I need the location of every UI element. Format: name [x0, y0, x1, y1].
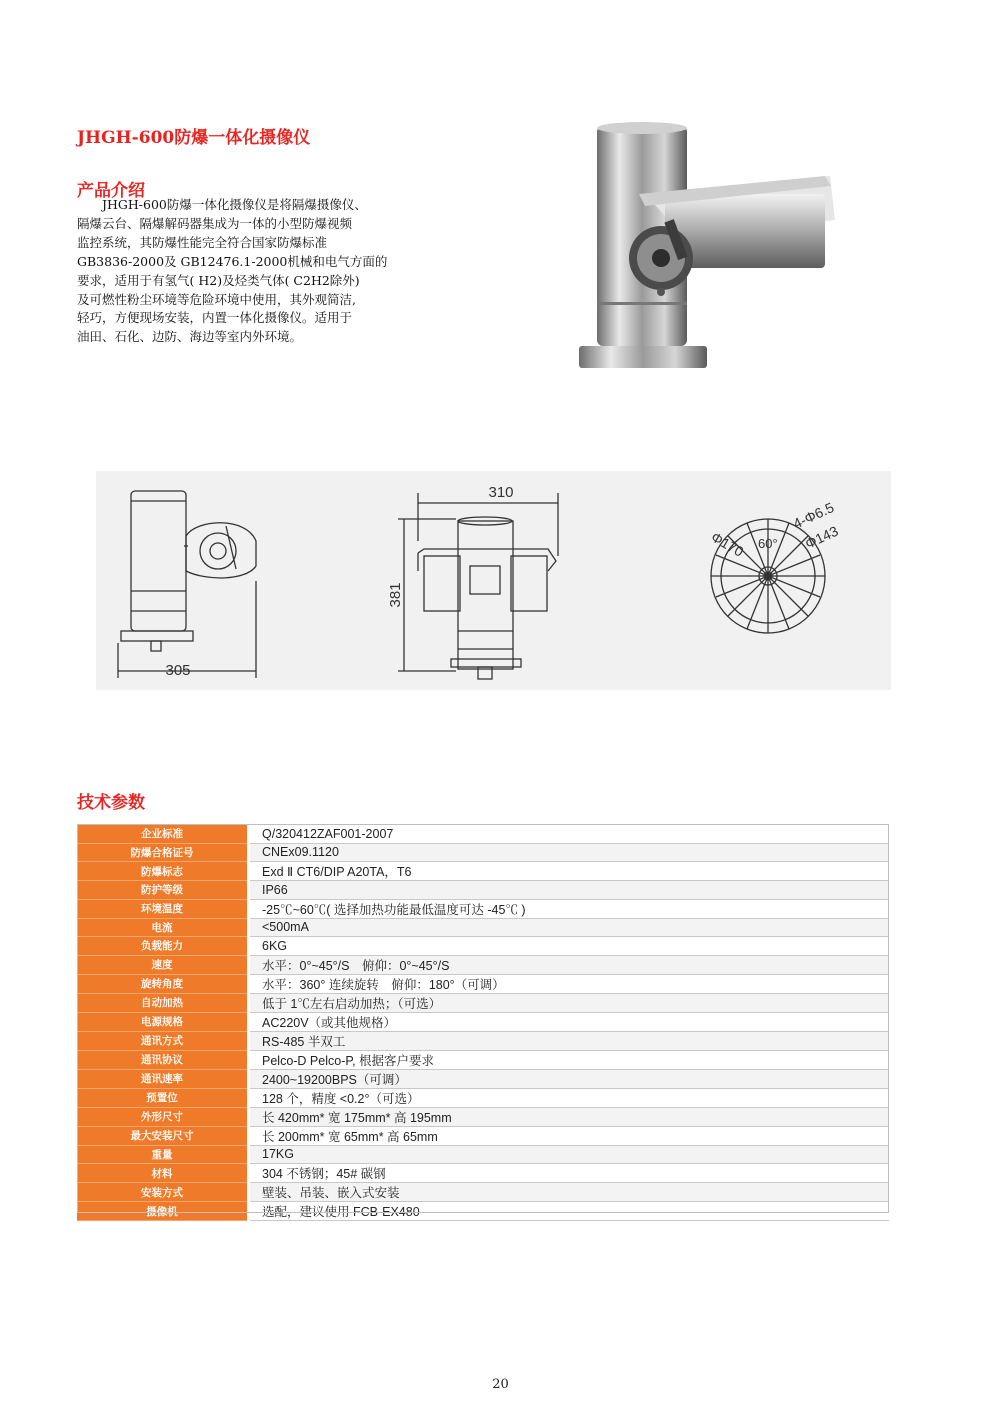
spec-value: 壁装、吊装、嵌入式安装 [249, 1183, 890, 1202]
spec-row [77, 1088, 889, 1107]
product-photo [575, 120, 835, 375]
intro-line: GB3836-2000及 GB12476.1-2000机械和电气方面的 [77, 253, 388, 269]
dim-170-label: Φ170 [708, 528, 747, 560]
spec-row [77, 1126, 889, 1145]
spec-value: Exd Ⅱ CT6/DIP A20TA，T6 [249, 862, 890, 881]
spec-label: 防爆标志 [77, 862, 249, 881]
spec-value: Q/320412ZAF001-2007 [249, 825, 890, 843]
spec-value: 304 不锈钢；45# 碳钢 [249, 1164, 890, 1183]
intro-line: 隔爆云台、隔爆解码器集成为一体的小型防爆视频 [77, 215, 353, 231]
spec-label: 通讯协议 [77, 1050, 249, 1069]
spec-row [77, 1202, 889, 1221]
dim-310-label: 310 [488, 484, 514, 501]
dimension-drawing [96, 471, 891, 690]
spec-label: 最大安装尺寸 [77, 1126, 249, 1145]
spec-label: 防爆合格证号 [77, 843, 249, 862]
spec-value: AC220V（或其他规格） [249, 1012, 890, 1031]
spec-label: 预置位 [77, 1088, 249, 1107]
spec-label: 速度 [77, 955, 249, 974]
specs-table [77, 825, 889, 1221]
spec-row [77, 1183, 889, 1202]
intro-line: 及可燃性粉尘环境等危险环境中使用，其外观简洁, [77, 291, 356, 307]
spec-label: 企业标准 [77, 825, 249, 843]
spec-label: 自动加热 [77, 993, 249, 1012]
dim-65-label: 4-Φ6.5 [790, 499, 837, 532]
dim-143-label: Φ143 [802, 522, 841, 552]
spec-label: 通讯方式 [77, 1031, 249, 1050]
spec-row [77, 1031, 889, 1050]
spec-row [77, 955, 889, 974]
spec-label: 外形尺寸 [77, 1107, 249, 1126]
spec-label: 防护等级 [77, 881, 249, 900]
spec-value: 128 个，精度 <0.2°（可选） [249, 1088, 890, 1107]
spec-value: 低于 1℃左右启动加热；（可选） [249, 993, 890, 1012]
spec-row [77, 1050, 889, 1069]
specs-heading: 技术参数 [77, 793, 145, 813]
spec-value: 水平：360° 连续旋转 俯仰：180°（可调） [249, 974, 890, 993]
spec-value: 水平：0°~45°/S 俯仰：0°~45°/S [249, 955, 890, 974]
spec-value: RS-485 半双工 [249, 1031, 890, 1050]
spec-value: IP66 [249, 881, 890, 900]
spec-label: 旋转角度 [77, 974, 249, 993]
spec-value: 长 420mm* 宽 175mm* 高 195mm [249, 1107, 890, 1126]
spec-label: 摄像机 [77, 1202, 249, 1221]
spec-row [77, 1164, 889, 1183]
spec-row [77, 1145, 889, 1164]
spec-value: CNEx09.1120 [249, 843, 890, 862]
spec-label: 环境温度 [77, 899, 249, 918]
base-plate-view [709, 499, 841, 633]
spec-label: 负载能力 [77, 937, 249, 956]
spec-row [77, 1107, 889, 1126]
spec-value: 2400~19200BPS（可调） [249, 1069, 890, 1088]
side-view [118, 491, 256, 679]
spec-value: 17KG [249, 1145, 890, 1164]
spec-row [77, 881, 889, 900]
spec-row [77, 918, 889, 937]
spec-row [77, 1069, 889, 1088]
intro-line: JHGH-600防爆一体化摄像仪是将隔爆摄像仪、 [77, 197, 367, 212]
spec-row [77, 862, 889, 881]
intro-line: 监控系统，其防爆性能完全符合国家防爆标准 [77, 234, 328, 250]
spec-label: 电流 [77, 918, 249, 937]
dim-60-label: 60° [758, 536, 778, 551]
intro-line: 轻巧，方便现场安装，内置一体化摄像仪。适用于 [77, 310, 353, 326]
spec-row [77, 899, 889, 918]
spec-label: 电源规格 [77, 1012, 249, 1031]
page-number: 20 [492, 1377, 509, 1392]
spec-label: 重量 [77, 1145, 249, 1164]
spec-value: -25℃~60℃( 选择加热功能最低温度可达 -45℃ ) [249, 899, 890, 918]
front-view [387, 484, 558, 679]
spec-row [77, 993, 889, 1012]
spec-row [77, 825, 889, 843]
dim-381-label: 381 [387, 582, 404, 608]
intro-text [77, 196, 422, 347]
intro-heading: 产品介绍 [77, 181, 145, 201]
product-title: JHGH-600防爆一体化摄像仪 [77, 128, 311, 148]
spec-row [77, 974, 889, 993]
spec-value: <500mA [249, 918, 890, 937]
spec-row [77, 937, 889, 956]
spec-value: 长 200mm* 宽 65mm* 高 65mm [249, 1126, 890, 1145]
spec-label: 材料 [77, 1164, 249, 1183]
spec-row [77, 1012, 889, 1031]
spec-value: 6KG [249, 937, 890, 956]
intro-line: 要求，适用于有氢气( H2)及烃类气体( C2H2除外) [77, 272, 360, 288]
spec-row [77, 843, 889, 862]
spec-label: 通讯速率 [77, 1069, 249, 1088]
spec-value: 选配，建议使用 FCB-EX480 [249, 1202, 890, 1221]
intro-line: 油田、石化、边防、海边等室内外环境。 [77, 329, 303, 345]
dim-305-label: 305 [165, 662, 191, 679]
spec-value: Pelco-D Pelco-P, 根据客户要求 [249, 1050, 890, 1069]
spec-label: 安装方式 [77, 1183, 249, 1202]
